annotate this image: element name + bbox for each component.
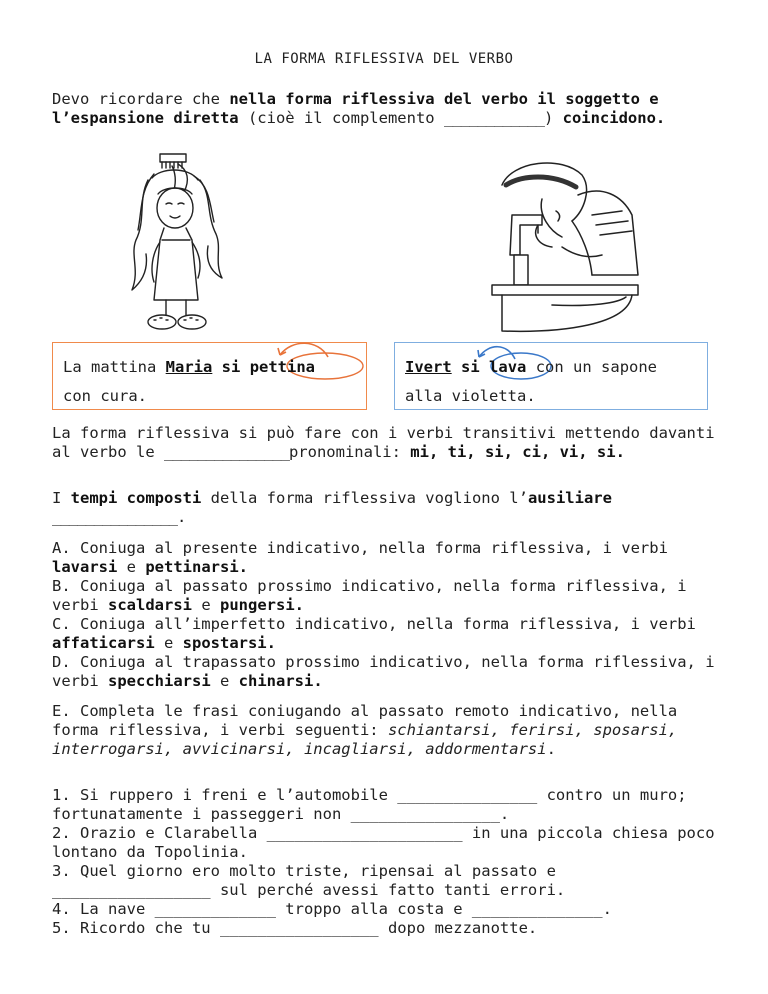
forma-text: La forma riflessiva si può fare con i verbi transitivi mettendo davanti al verbo le — [52, 424, 715, 461]
exercises-abcd — [52, 539, 716, 691]
exercise-e-text: E. Completa le frasi coniugando al passato remoto indicativo, nella forma riflessiva, i verbi seguenti: — [52, 702, 678, 739]
girl-combing-hair-illustration — [118, 150, 248, 338]
page-title: LA FORMA RIFLESSIVA DEL VERBO — [254, 51, 514, 67]
example-box-maria — [52, 342, 367, 410]
forma-blank: _______________ — [163, 443, 289, 461]
intro-bold-rule: nella forma riflessiva del verbo il soggetto e l’espansione diretta — [52, 90, 659, 127]
tempi-paragraph — [52, 489, 716, 527]
tempi-blank: _______________ — [52, 508, 177, 526]
intro-paragraph — [52, 90, 716, 128]
example-pronoun-si: si — [221, 358, 241, 376]
example-sentence-ivert-line2: alla violetta. — [405, 387, 536, 405]
exercise-a: A. Coniuga al presente indicativo, nella forma riflessiva, i verbi lavarsi e pettinarsi. — [52, 539, 668, 576]
exercise-e — [52, 702, 716, 759]
intro-text: Devo ricordare che — [52, 90, 230, 108]
exercise-b: B. Coniuga al passato prossimo indicativo, nella forma riflessiva, i verbi scaldarsi e pungersi. — [52, 577, 687, 614]
forma-end: . — [615, 443, 625, 461]
example-pronoun-si: si — [461, 358, 480, 376]
intro-blank: ____________ — [443, 109, 544, 127]
example-verb-pettina: pettina — [249, 358, 316, 376]
tempi-bold-ausiliare: ausiliare — [527, 489, 612, 507]
example-subject-ivert: Ivert — [405, 358, 452, 376]
example-text: con un sapone — [535, 358, 658, 376]
intro-bold-coincidono: coincidono. — [562, 109, 666, 127]
example-subject-maria: Maria — [165, 358, 213, 376]
sentence-item: 3. Quel giorno ero molto triste, ripensai al passato e _________________ sul perché avessi fatto tanti errori. — [52, 862, 566, 899]
example-box-ivert — [394, 342, 708, 410]
forma-pronouns: mi, ti, si, ci, vi, si — [410, 443, 616, 461]
sentence-item: 5. Ricordo che tu _________________ dopo mezzanotte. — [52, 919, 538, 937]
tempi-text: I — [52, 489, 71, 507]
example-sentence-ivert — [405, 358, 657, 377]
exercise-c: C. Coniuga all’imperfetto indicativo, nella forma riflessiva, i verbi affaticarsi e spostarsi. — [52, 615, 696, 652]
sentence-item: 4. La nave _____________ troppo alla costa e ______________. — [52, 900, 612, 918]
tempi-bold-composti: tempi composti — [70, 489, 202, 507]
tempi-text-2: della forma riflessiva vogliono l’ — [201, 489, 528, 507]
example-verb-lava: lava — [489, 358, 527, 376]
forma-text-2: pronominali: — [288, 443, 411, 461]
forma-paragraph — [52, 424, 716, 462]
example-text: La mattina — [63, 358, 166, 376]
tempi-end: . — [176, 508, 187, 526]
sentence-item: 2. Orazio e Clarabella _____________________ in una piccola chiesa poco lontano da Topolinia. — [52, 824, 715, 861]
exercise-d: D. Coniuga al trapassato prossimo indicativo, nella forma riflessiva, i verbi specchiarsi e chinarsi. — [52, 653, 715, 690]
example-sentence-maria-line2: con cura. — [63, 387, 147, 405]
sentences-list — [52, 786, 716, 938]
person-washing-face-illustration — [442, 155, 642, 340]
intro-text-2: (cioè il complemento — [238, 109, 444, 127]
sentence-item: 1. Si ruppero i freni e l’automobile _______________ contro un muro; fortunatamente i passeggeri non ________________. — [52, 786, 687, 823]
exercise-e-verbs: schiantarsi, ferirsi, sposarsi, interrogarsi, avvicinarsi, incagliarsi, addormentarsi — [52, 721, 678, 758]
intro-text-3: ) — [543, 109, 563, 127]
exercise-e-end: . — [546, 740, 556, 758]
example-sentence-maria — [63, 358, 315, 377]
